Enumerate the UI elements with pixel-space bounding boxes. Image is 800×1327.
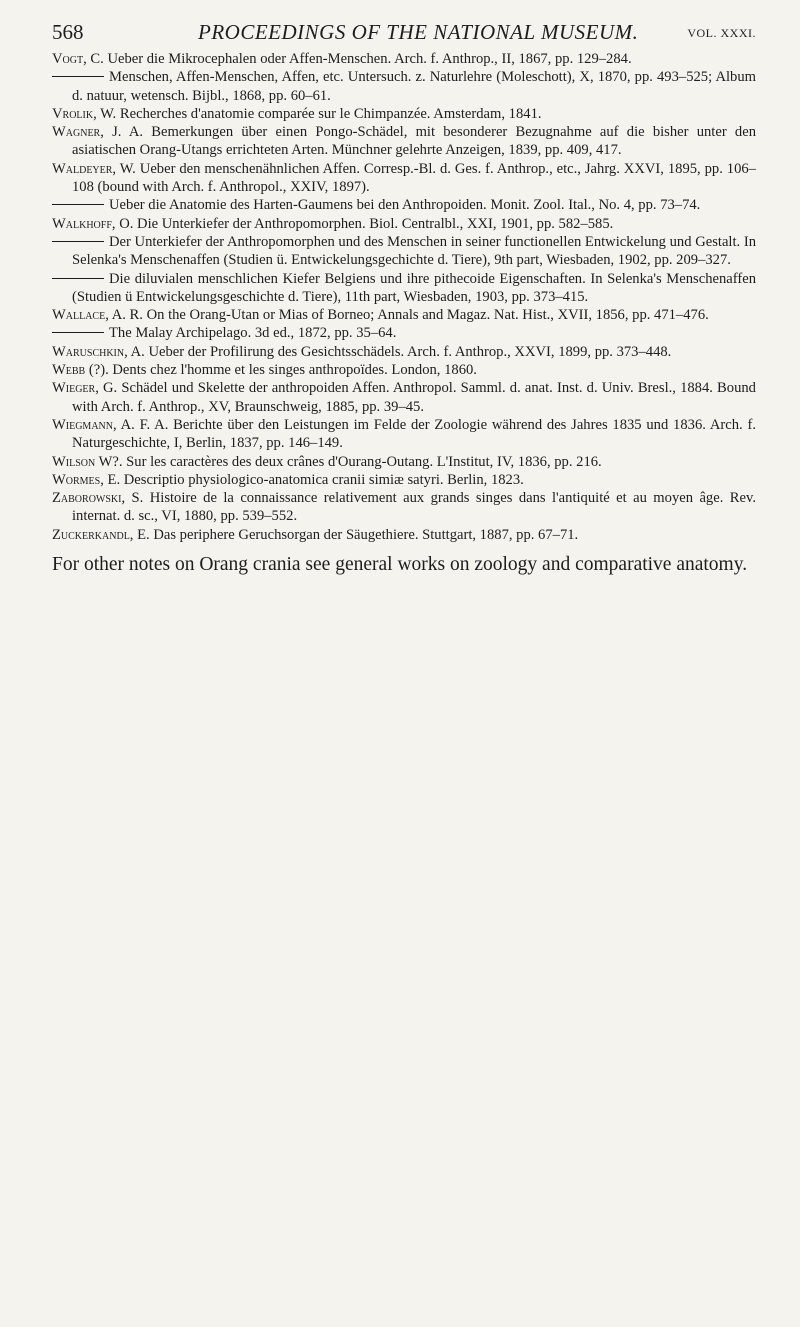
reference-author: Zuckerkandl, E.: [52, 526, 150, 543]
volume-label: VOL. XXXI.: [687, 26, 756, 40]
ditto-dash: [52, 278, 104, 279]
reference-text: Histoire de la connaissance relativement aux grands singes dans l'antiquité et au moyen âge. Rev. internat. d. sc., VI, 1880, pp. 539–552.: [72, 490, 756, 525]
reference-author: Wormes, E.: [52, 471, 121, 488]
reference-author: Wieger, G.: [52, 380, 118, 397]
reference-entry: [52, 306, 756, 324]
reference-entry: [52, 215, 756, 233]
running-header: [52, 14, 756, 46]
reference-text: Bemerkungen über einen Pongo-Schädel, mit besonderer Bezugnahme auf die bisher unter den asiatischen Orang-Utangs errichteten Arten. Münchner gelehrte Anzeigen, 1839, pp. 409, 417.: [72, 124, 756, 159]
reference-entry: [52, 160, 756, 197]
reference-text: Ueber der Profilirung des Gesichtsschädels. Arch. f. Anthrop., XXVI, 1899, pp. 373–448.: [148, 343, 672, 360]
reference-entry: [52, 379, 756, 416]
page-number: 568: [52, 20, 84, 44]
ditto-dash: [52, 332, 104, 333]
reference-text: Recherches d'anatomie comparée sur le Chimpanzée. Amsterdam, 1841.: [119, 105, 542, 122]
reference-entry: [72, 233, 756, 270]
reference-text: Ueber die Anatomie des Harten-Gaumens bei den Anthropoiden. Monit. Zool. Ital., No. 4, pp. 73–74.: [109, 197, 701, 214]
reference-entry: [72, 196, 756, 214]
reference-text: Ueber die Mikrocephalen oder Affen-Menschen. Arch. f. Anthrop., II, 1867, pp. 129–284.: [107, 51, 632, 67]
reference-text: Ueber den menschenähnlichen Affen. Corresp.-Bl. d. Ges. f. Anthrop., etc., Jahrg. XXVI, 1895, pp. 106–108 (bound with Arch. f. Anthropol., XXIV, 1897).: [72, 160, 756, 196]
reference-text: Schädel und Skelette der anthropoiden Affen. Anthropol. Samml. d. anat. Inst. d. Univ. Bresl., 1884. Bound with Arch. f. Anthrop., XV, Braunschweig, 1885, pp. 39–45.: [72, 380, 756, 415]
ditto-dash: [52, 204, 104, 205]
reference-entry: [52, 361, 756, 379]
reference-text: Die diluvialen menschlichen Kiefer Belgiens und ihre pithecoide Eigenschaften. In Selenka's Menschenaffen (Studien ü Entwickelungsgeschichte d. Tiere), 11th part, Wiesbaden, 1903, pp. 373–415.: [72, 270, 756, 305]
reference-author: Wagner, J. A.: [52, 124, 144, 141]
reference-text: Descriptio physiologico-anatomica cranii simiæ satyri. Berlin, 1823.: [123, 471, 524, 488]
reference-text: Dents chez l'homme et les singes anthropoïdes. London, 1860.: [112, 362, 477, 379]
reference-author: Waruschkin, A.: [52, 343, 145, 360]
reference-author: Walkhoff, O.: [52, 215, 134, 232]
ditto-dash: [52, 76, 104, 77]
reference-entry: [52, 471, 756, 489]
reference-list: [52, 50, 756, 544]
reference-entry: [52, 123, 756, 160]
reference-entry: [52, 343, 756, 361]
reference-text: Die Unterkiefer der Anthropomorphen. Biol. Centralbl., XXI, 1901, pp. 582–585.: [137, 215, 614, 232]
closing-note: For other notes on Orang crania see general works on zoology and comparative anatomy.: [52, 554, 748, 576]
reference-text: On the Orang-Utan or Mias of Borneo; Annals and Magaz. Nat. Hist., XVII, 1856, pp. 471–476.: [146, 307, 709, 324]
reference-entry: [52, 50, 756, 68]
reference-author: Wiegmann, A. F. A.: [52, 416, 169, 433]
reference-author: Zaborowski, S.: [52, 490, 144, 507]
reference-entry: [72, 270, 756, 307]
reference-author: Vrolik, W.: [52, 105, 117, 122]
reference-text: Das periphere Geruchsorgan der Säugethiere. Stuttgart, 1887, pp. 67–71.: [153, 526, 579, 543]
reference-text: Menschen, Affen-Menschen, Affen, etc. Untersuch. z. Naturlehre (Moleschott), X, 1870, pp. 493–525; Album d. natuur, wetensch. Bijbl., 1868, pp. 60–61.: [72, 69, 756, 104]
ditto-dash: [52, 241, 104, 242]
running-title: PROCEEDINGS OF THE NATIONAL MUSEUM.: [198, 20, 639, 44]
reference-entry: [52, 453, 756, 471]
reference-text: The Malay Archipelago. 3d ed., 1872, pp. 35–64.: [109, 325, 397, 342]
reference-entry: [52, 105, 756, 123]
reference-entry: [52, 526, 756, 544]
reference-author: Wallace, A. R.: [52, 307, 143, 324]
reference-text: Berichte über den Leistungen im Felde der Zoologie während des Jahres 1835 und 1836. Arch. f. Naturgeschichte, I, Berlin, 1837, pp. 146–149.: [72, 416, 756, 452]
reference-entry: [52, 416, 756, 453]
reference-text: Der Unterkiefer der Anthropomorphen und des Menschen in seiner functionellen Entwickelung und Gestalt. In Selenka's Menschenaffen (Studien ü. Entwickelungsgechichte d. Tiere), 9th part, Wiesbaden, 1902, pp. 209–327.: [72, 233, 756, 269]
reference-entry: [52, 489, 756, 526]
reference-entry: [72, 68, 756, 105]
reference-entry: [72, 324, 756, 342]
reference-author: Vogt, C.: [52, 51, 104, 67]
reference-text: Sur les caractères des deux crânes d'Ourang-Outang. L'Institut, IV, 1836, pp. 216.: [126, 453, 602, 470]
reference-author: Wilson W?.: [52, 453, 123, 470]
reference-author: Waldeyer, W.: [52, 160, 136, 177]
reference-author: Webb (?).: [52, 362, 109, 379]
